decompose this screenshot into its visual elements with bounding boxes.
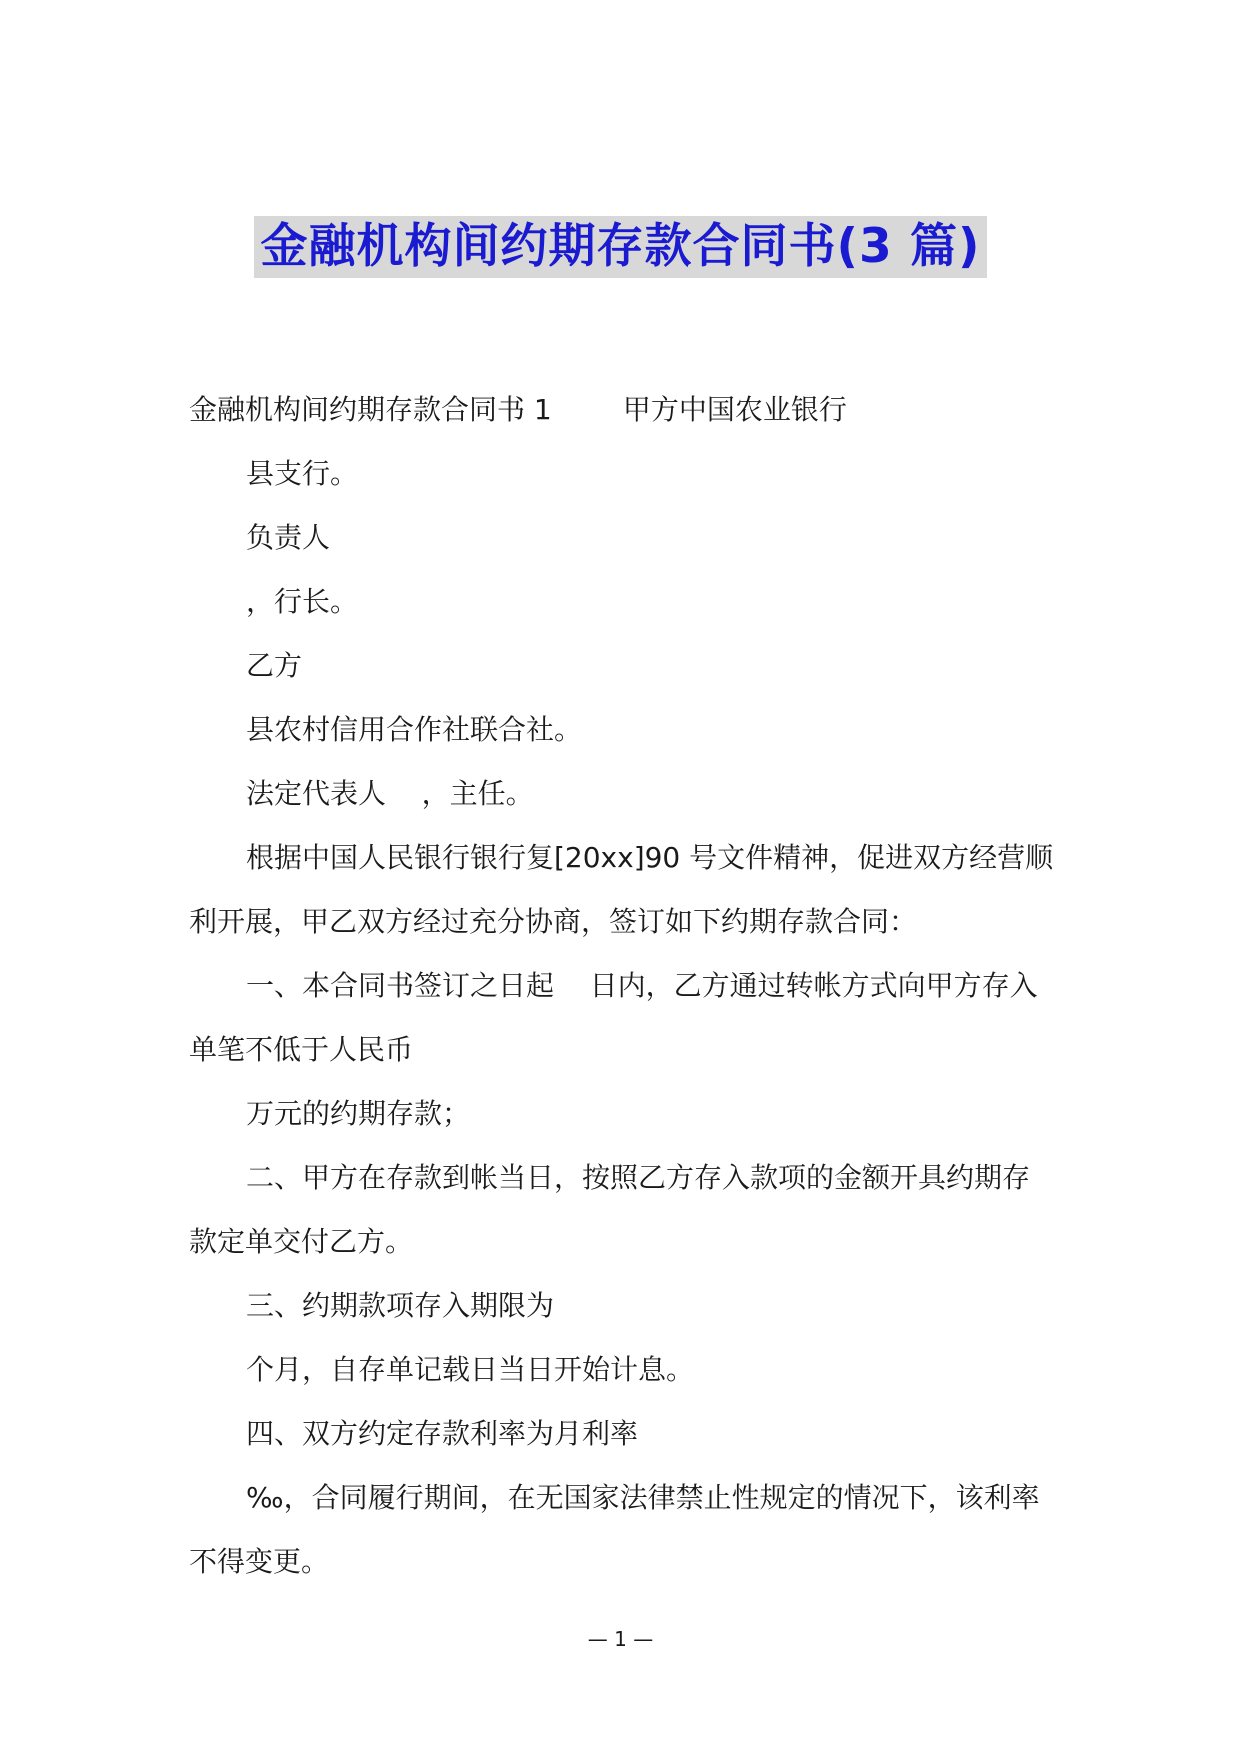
paragraph-line: 不得变更。: [189, 1545, 330, 1578]
paragraph-line: 根据中国人民银行银行复[20xx]90 号文件精神，促进双方经营顺: [246, 841, 1054, 874]
title-container: [0, 216, 1241, 278]
paragraph-line: 三、约期款项存入期限为: [246, 1289, 555, 1322]
paragraph-line: 万元的约期存款；: [246, 1097, 471, 1130]
paragraph-line: ‰，合同履行期间，在无国家法律禁止性规定的情况下，该利率: [246, 1481, 1040, 1514]
paragraph-line: 单笔不低于人民币: [189, 1033, 414, 1066]
paragraph-line: 县支行。: [246, 457, 359, 490]
paragraph-line: 金融机构间约期存款合同书 1 甲方中国农业银行: [189, 393, 847, 426]
paragraph-line: 负责人: [246, 521, 331, 554]
paragraph-line: 法定代表人 ，主任。: [246, 777, 534, 810]
document-title: 金融机构间约期存款合同书(3 篇): [254, 216, 986, 278]
paragraph-line: 乙方: [246, 649, 303, 682]
paragraph-line: ，行长。: [246, 585, 359, 618]
paragraph-line: 款定单交付乙方。: [189, 1225, 414, 1258]
paragraph-line: 一、本合同书签订之日起 日内，乙方通过转帐方式向甲方存入: [246, 969, 1038, 1002]
paragraph-line: 个月，自存单记载日当日开始计息。: [246, 1353, 695, 1386]
page-number: — 1 —: [587, 1627, 654, 1651]
paragraph-line: 四、双方约定存款利率为月利率: [246, 1417, 639, 1450]
paragraph-line: 县农村信用合作社联合社。: [246, 713, 583, 746]
paragraph-line: 二、甲方在存款到帐当日，按照乙方存入款项的金额开具约期存: [246, 1161, 1031, 1194]
paragraph-line: 利开展，甲乙双方经过充分协商，签订如下约期存款合同：: [189, 905, 918, 938]
